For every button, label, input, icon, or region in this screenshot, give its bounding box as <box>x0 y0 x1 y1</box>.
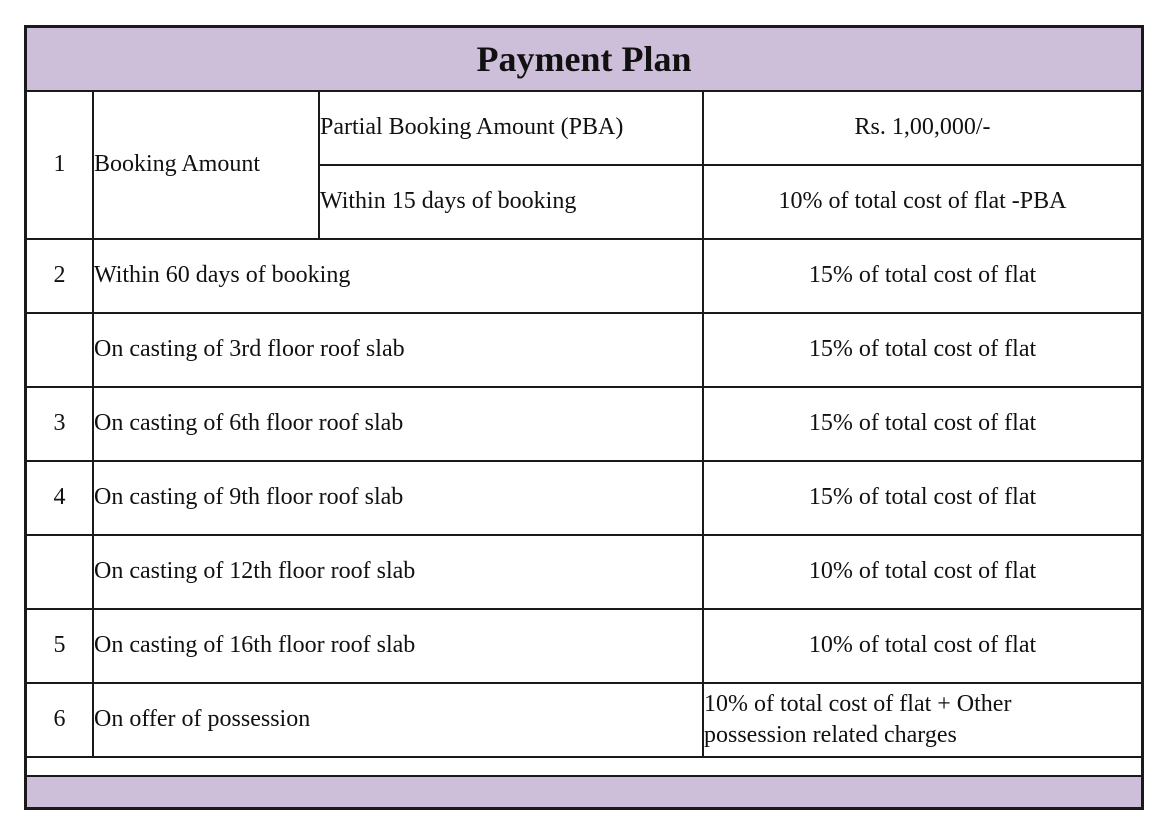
row-description: Partial Booking Amount (PBA) <box>319 92 703 165</box>
booking-amount-label: Booking Amount <box>93 92 319 239</box>
row-number: 3 <box>27 387 93 461</box>
row-number: 4 <box>27 461 93 535</box>
row-description: On casting of 3rd floor roof slab <box>93 313 703 387</box>
row-amount: 15% of total cost of flat <box>703 461 1141 535</box>
row-amount: 10% of total cost of flat <box>703 535 1141 609</box>
row-description: On casting of 9th floor roof slab <box>93 461 703 535</box>
table-row <box>27 683 1141 757</box>
row-description: On casting of 6th floor roof slab <box>93 387 703 461</box>
row-description: On casting of 16th floor roof slab <box>93 609 703 683</box>
table-row <box>27 535 1141 609</box>
amount-line: possession related charges <box>704 722 957 748</box>
row-amount <box>703 683 1141 757</box>
footer-bar <box>27 775 1141 807</box>
row-amount: Rs. 1,00,000/- <box>703 92 1141 165</box>
payment-plan-table <box>27 92 1141 758</box>
row-number <box>27 313 93 387</box>
table-row <box>27 609 1141 683</box>
row-amount: 15% of total cost of flat <box>703 387 1141 461</box>
row-amount: 15% of total cost of flat <box>703 239 1141 313</box>
row-number: 6 <box>27 683 93 757</box>
table-row <box>27 92 1141 165</box>
table-row <box>27 461 1141 535</box>
row-description: Within 60 days of booking <box>93 239 703 313</box>
row-number: 5 <box>27 609 93 683</box>
row-description: On offer of possession <box>93 683 703 757</box>
row-amount: 10% of total cost of flat -PBA <box>703 165 1141 239</box>
row-number: 2 <box>27 239 93 313</box>
table-row <box>27 313 1141 387</box>
row-description: Within 15 days of booking <box>319 165 703 239</box>
row-number: 1 <box>27 92 93 239</box>
row-number <box>27 535 93 609</box>
table-row <box>27 387 1141 461</box>
table-row <box>27 239 1141 313</box>
row-amount: 15% of total cost of flat <box>703 313 1141 387</box>
row-description: On casting of 12th floor roof slab <box>93 535 703 609</box>
payment-plan-document <box>24 25 1144 810</box>
amount-line: 10% of total cost of flat + Other <box>704 690 1012 717</box>
page-title: Payment Plan <box>27 28 1141 92</box>
row-amount: 10% of total cost of flat <box>703 609 1141 683</box>
